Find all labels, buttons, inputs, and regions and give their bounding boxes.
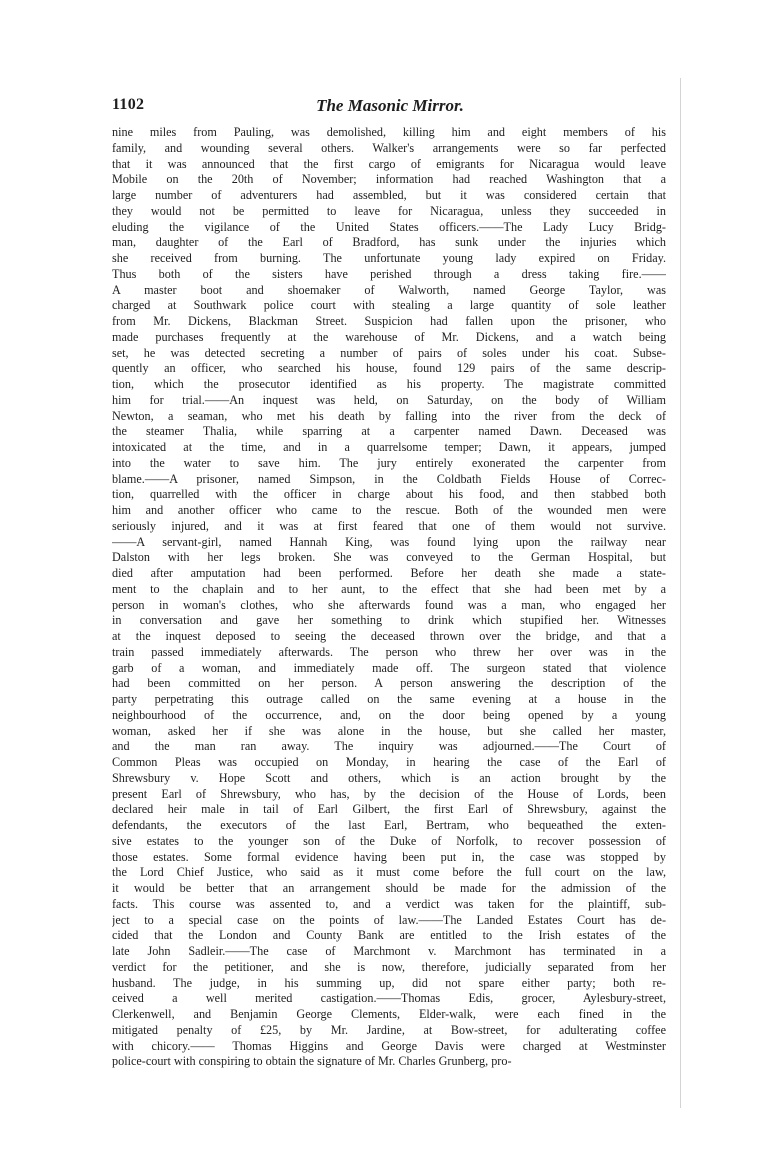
text-line: Dalston with her legs broken. She was conveyed to the German Hospital, but (112, 550, 666, 565)
text-line: nine miles from Pauling, was demolished, killing him and eight members of his (112, 125, 666, 139)
text-line: from Mr. Dickens, Blackman Street. Suspicion had fallen upon the prisoner, who (112, 314, 666, 328)
text-line: that it was announced that the first cargo of emigrants for Nicaragua would leave (112, 156, 666, 171)
text-line: in conversation and gave her something to drink which stupified her. Witnesses (112, 613, 666, 628)
text-line: eluding the vigilance of the United States officers.——The Lady Lucy Bridg- (112, 219, 666, 234)
text-line: garb of a woman, and immediately made off. The surgeon stated that violence (112, 660, 666, 675)
text-line: blame.——A prisoner, named Simpson, in the Coldbath Fields House of Correc- (112, 471, 666, 486)
text-line: Clerkenwell, and Benjamin George Clements, Elder-walk, were each fined in the (112, 1007, 666, 1021)
text-line: Thus both of the sisters have perished through a dress taking fire.—— (112, 266, 666, 281)
text-line: Common Pleas was occupied on Monday, in hearing the case of the Earl of (112, 755, 666, 769)
text-line: those estates. Some formal evidence having been put in, the case was stopped by (112, 849, 666, 864)
text-line: seriously injured, and it was at first feared that one of them would not survive. (112, 518, 666, 533)
text-line: Shrewsbury v. Hope Scott and others, which is an action brought by the (112, 770, 666, 785)
text-line: sive estates to the younger son of the Duke of Norfolk, to recover possession of (112, 833, 666, 848)
text-line: ject to a special case on the points of law.——The Landed Estates Court has de- (112, 912, 666, 927)
text-line: the Lord Chief Justice, who said as it must come before the full court on the law, (112, 865, 666, 880)
text-line: party perpetrating this outrage called on the same evening at a house in the (112, 692, 666, 706)
text-line: present Earl of Shrewsbury, who has, by the decision of the House of Lords, been (112, 786, 666, 801)
text-line: and the man ran away. The inquiry was adjourned.——The Court of (112, 739, 666, 754)
text-line: ——A servant-girl, named Hannah King, was found lying upon the railway near (112, 534, 666, 549)
page-number: 1102 (112, 96, 145, 113)
text-line: late John Sadleir.——The case of Marchmont v. Marchmont has terminated in a (112, 944, 666, 958)
text-line: defendants, the executors of the last Earl, Bertram, who bequeathed the exten- (112, 818, 666, 832)
text-line: tion, which the prosecutor identified as his property. The magistrate committed (112, 377, 666, 391)
text-line: cided that the London and County Bank are entitled to the Irish estates of the (112, 928, 666, 943)
text-line: ment to the chaplain and to her aunt, to the effect that she had been met by a (112, 581, 666, 596)
text-line: with chicory.—— Thomas Higgins and George Davis were charged at Westminster (112, 1038, 666, 1053)
text-line: police-court with conspiring to obtain the signature of Mr. Charles Grunberg, pro- (112, 1054, 512, 1069)
text-line: set, he was detected secreting a number of pairs of soles under his coat. Subse- (112, 345, 666, 360)
text-line: they would not be permitted to leave for Nicaragua, unless they succeeded in (112, 203, 666, 218)
page-edge-rule (680, 78, 681, 1108)
text-line: mitigated penalty of £25, by Mr. Jardine, at Bow-street, for adulterating coffee (112, 1022, 666, 1037)
text-line: had been committed on her person. A person answering the description of the (112, 676, 666, 691)
text-line: the steamer Thalia, while sparring at a carpenter named Dawn. Deceased was (112, 424, 666, 439)
text-line: she received from burning. The unfortunate young lady expired on Friday. (112, 251, 666, 265)
running-title: The Masonic Mirror. (316, 96, 464, 115)
text-line: died after amputation had been performed. Before her death she made a state- (112, 566, 666, 580)
text-line: husband. The judge, in his summing up, did not spare either party; both re- (112, 975, 666, 990)
text-line: person in woman's clothes, who she afterwards found was a man, who engaged her (112, 597, 666, 612)
text-line: train passed immediately afterwards. The person who threw her over was in the (112, 644, 666, 659)
page-header (112, 96, 668, 120)
text-line: large number of adventurers had assembled, but it was considered certain that (112, 188, 666, 202)
text-line: neighbourhood of the occurrence, and, on the door being opened by a young (112, 707, 666, 722)
text-line: declared heir male in tail of Earl Gilbert, the first Earl of Shrewsbury, against the (112, 802, 666, 817)
text-line: into the water to save him. The jury entirely exonerated the carpenter from (112, 455, 666, 470)
text-line: Mobile on the 20th of November; information had reached Washington that a (112, 172, 666, 187)
text-line: family, and wounding several others. Walker's arrangements were so far perfected (112, 140, 666, 155)
text-line: him and another officer who came to the rescue. Both of the wounded men were (112, 503, 666, 517)
text-line: facts. This course was assented to, and a verdict was taken for the plaintiff, sub- (112, 896, 666, 911)
text-line: tion, quarrelled with the officer in charge about his food, and then stabbed both (112, 487, 666, 502)
text-line: Newton, a seaman, who met his death by falling into the river from the deck of (112, 408, 666, 423)
text-line: verdict for the petitioner, and she is now, therefore, judicially separated from her (112, 959, 666, 974)
article-body (112, 125, 666, 1125)
text-line: ceived a well merited castigation.——Thomas Edis, grocer, Aylesbury-street, (112, 991, 666, 1006)
text-line: woman, asked her if she was alone in the house, but she called her master, (112, 723, 666, 738)
text-line: A master boot and shoemaker of Walworth, named George Taylor, was (112, 282, 666, 297)
text-line: made purchases frequently at the warehouse of Mr. Dickens, and a watch being (112, 329, 666, 344)
text-line: intoxicated at the time, and in a quarrelsome temper; Dawn, it appears, jumped (112, 440, 666, 454)
text-line: charged at Southwark police court with stealing a large quantity of sole leather (112, 298, 666, 313)
text-line: him for trial.——An inquest was held, on Saturday, on the body of William (112, 392, 666, 407)
text-line: man, daughter of the Earl of Bradford, has sunk under the injuries which (112, 235, 666, 250)
text-line: it would be better that an arrangement should be made for the admission of the (112, 881, 666, 895)
text-line: quently an officer, who searched his house, found 129 pairs of the same descrip- (112, 361, 666, 376)
text-line: at the inquest deposed to seeing the deceased thrown over the bridge, and that a (112, 629, 666, 643)
